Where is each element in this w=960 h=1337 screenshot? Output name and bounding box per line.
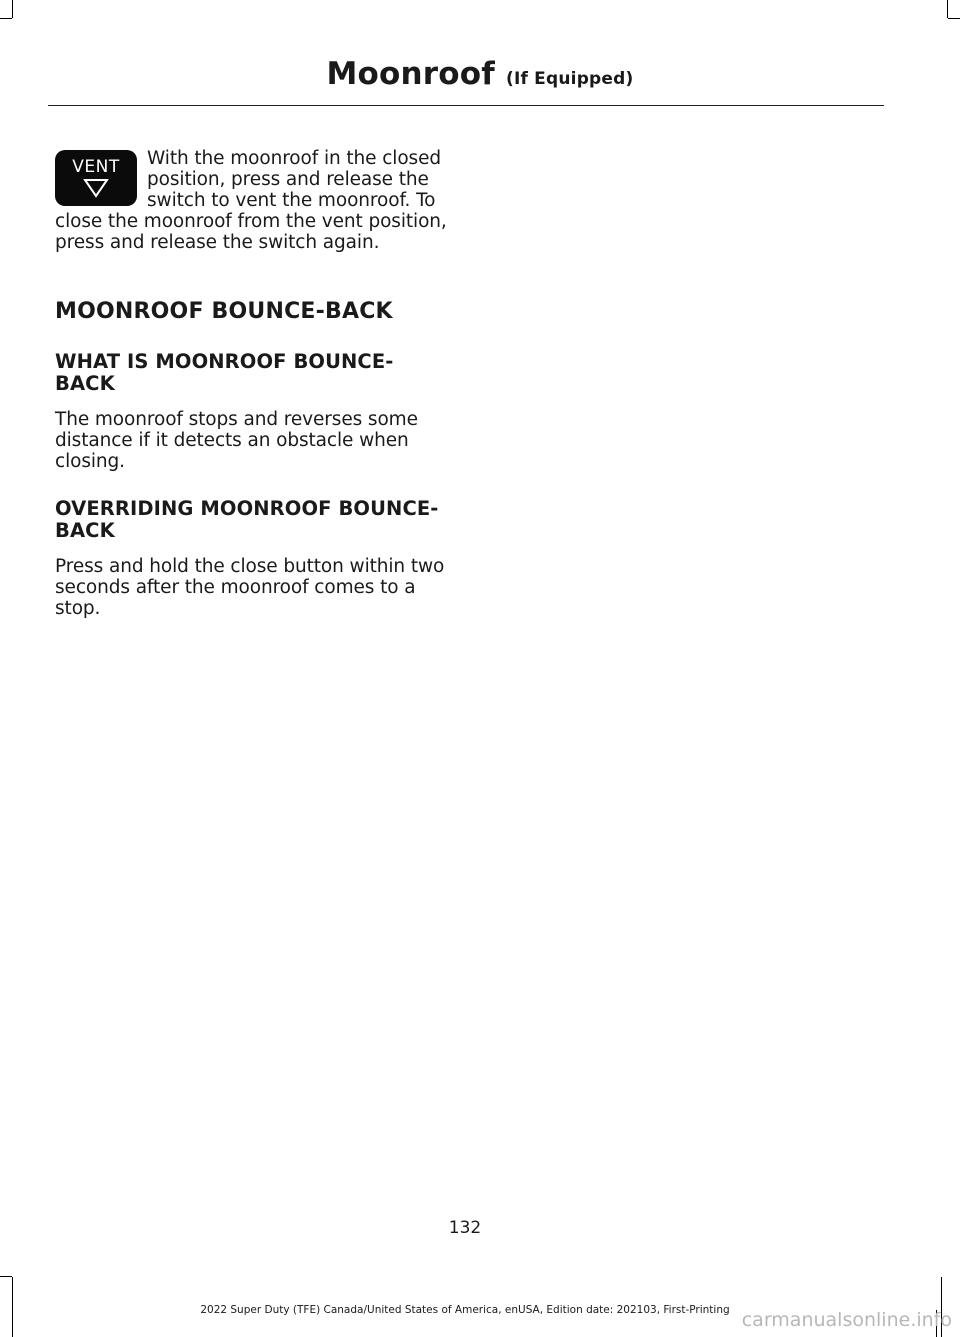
header-subtitle: (If Equipped) xyxy=(505,69,634,89)
header-divider xyxy=(48,105,884,106)
crop-mark xyxy=(947,0,948,18)
watermark: carmanualsonline.info xyxy=(741,1309,952,1331)
page-number: 132 xyxy=(448,1218,482,1238)
crop-mark xyxy=(0,18,12,19)
page-header xyxy=(0,56,960,92)
subsection-body-what-is: The moonroof stops and reverses some distance if it detects an obstacle when closing. xyxy=(55,409,418,472)
section-title: MOONROOF BOUNCE-BACK xyxy=(55,299,393,324)
page-content xyxy=(55,148,449,619)
subsection-body-overriding: Press and hold the close button within two seconds after the moonroof comes to a stop. xyxy=(55,556,445,619)
vent-icon-label: VENT xyxy=(72,157,120,177)
subsection-title-what-is: WHAT IS MOONROOF BOUNCE-BACK xyxy=(55,350,394,395)
crop-mark xyxy=(12,0,13,18)
subsection-title-overriding: OVERRIDING MOONROOF BOUNCE-BACK xyxy=(55,497,439,542)
header-title: Moonroof xyxy=(326,56,495,92)
vent-switch-icon xyxy=(55,150,137,206)
crop-mark xyxy=(0,1276,12,1277)
edition-footer: 2022 Super Duty (TFE) Canada/United States of America, enUSA, Edition date: 202103, First-Printing xyxy=(200,1304,730,1316)
crop-mark xyxy=(948,18,960,19)
intro-paragraph: With the moonroof in the closed position, press and release the switch to vent the moonroof. To close the moonroof from the vent position, press and release the switch again. xyxy=(55,148,447,253)
triangle-down-icon xyxy=(83,178,109,198)
